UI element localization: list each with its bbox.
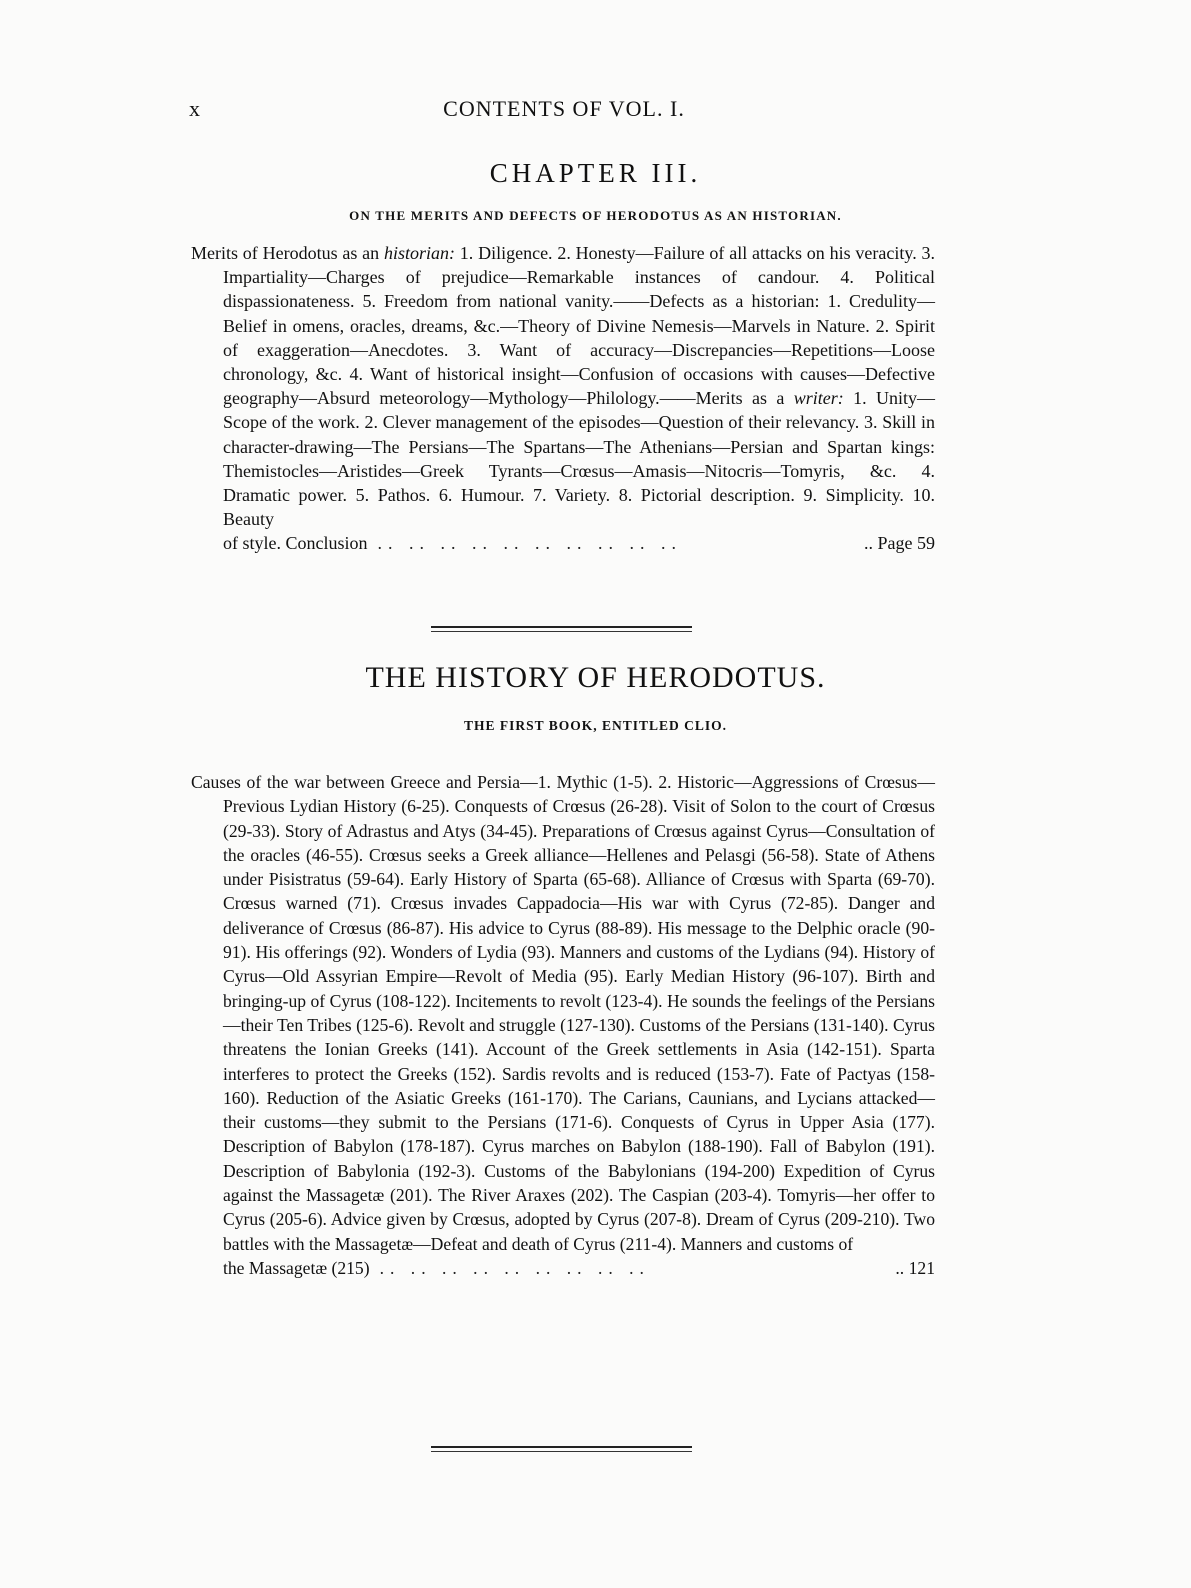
history-title: THE HISTORY OF HERODOTUS. xyxy=(365,661,826,694)
entry-last-line-text: of style. Conclusion xyxy=(223,533,368,554)
entry-text-part: Merits of Herodotus as an xyxy=(191,243,384,263)
section-divider xyxy=(431,1446,692,1452)
entry-last-line xyxy=(223,531,935,555)
running-head-title: CONTENTS OF VOL. I. xyxy=(443,96,685,121)
entry-last-line-text: the Massagetæ (215) xyxy=(223,1257,370,1278)
running-head xyxy=(189,96,939,128)
chapter-subtitle: ON THE MERITS AND DEFECTS OF HERODOTUS AS AN HISTORIAN. xyxy=(349,208,842,223)
chapter-contents-entry xyxy=(191,241,935,556)
leader-dots: .. .. .. .. .. .. .. .. .. xyxy=(379,1257,650,1278)
entry-text-part: 1. Unity—Scope of the work. 2. Clever management of the episodes—Question of their relevancy. 3. Skill in character-drawing—The Persians—The Spartans—The Athenians—Persian and Spartan kings: Themistocles—Aristides—Greek Tyrants—Crœsus—Amasis—Nitocris—Tomyris, &c. 4. Dramatic power. 5. Pathos. 6. Humour. 7. Variety. 8. Pictorial description. 9. Simplicity. 10. Beauty xyxy=(223,388,935,530)
entry-text: Causes of the war between Greece and Persia—1. Mythic (1-5). 2. Historic—Aggressions of Crœsus—Previous Lydian History (6-25). Conquests of Crœsus (26-28). Visit of Solon to the court of Crœsus (29-33). Story of Adrastus and Atys (34-45). Preparations of Crœsus against Cyrus—Consultation of the oracles (46-55). Crœsus seeks a Greek alliance—Hellenes and Pelasgi (56-58). State of Athens under Pisistratus (59-64). Early History of Sparta (65-68). Alliance of Crœsus with Sparta (69-70). Crœsus warned (71). Crœsus invades Cappadocia—His war with Cyrus (72-85). Danger and deliverance of Crœsus (86-87). His advice to Cyrus (88-89). His message to the Delphic oracle (90-91). His offerings (92). Wonders of Lydia (93). Manners and customs of the Lydians (94). History of Cyrus—Old Assyrian Empire—Revolt of Media (95). Early Median History (96-107). Birth and bringing-up of Cyrus (108-122). Incitements to revolt (123-4). He sounds the feelings of the Persians—their Ten Tribes (125-6). Revolt and struggle (127-130). Customs of the Persians (131-140). Cyrus threatens the Ionian Greeks (141). Account of the Greek settlements in Asia (142-151). Sparta interferes to protect the Greeks (152). Sardis revolts and is reduced (153-7). Fate of Pactyas (158-160). Reduction of the Asiatic Greeks (161-170). The Carians, Caunians, and Lycians attacked—their customs—they submit to the Persians (171-6). Conquests of Cyrus in Upper Asia (177). Description of Babylon (178-187). Cyrus marches on Babylon (188-190). Fall of Babylon (191). Description of Babylonia (192-3). Customs of the Babylonians (194-200) Expedition of Cyrus against the Massagetæ (201). The River Araxes (202). The Caspian (203-4). Tomyris—her offer to Cyrus (205-6). Advice given by Crœsus, adopted by Cyrus (207-8). Dream of Cyrus (209-210). Two battles with the Massagetæ—Defeat and death of Cyrus (211-4). Manners and customs of xyxy=(191,772,935,1254)
leader-dots: .. .. .. .. .. .. .. .. .. .. xyxy=(377,533,682,554)
book-title: THE FIRST BOOK, ENTITLED CLIO. xyxy=(463,718,728,733)
section-divider xyxy=(431,626,692,632)
page-reference: .. Page 59 xyxy=(864,533,935,554)
page-folio: x xyxy=(189,96,201,121)
book-contents-entry xyxy=(191,770,935,1280)
page-reference: .. 121 xyxy=(895,1257,935,1278)
entry-italic-term: historian: xyxy=(383,243,455,263)
entry-text-part: 1. Diligence. 2. Honesty—Failure of all attacks on his veracity. 3. Impartiality—Charges of prejudice—Remarkable instances of candour. 4. Political dispassionateness. 5. Freedom from national vanity.——Defects as a historian: 1. Credulity—Belief in omens, oracles, dreams, &c.—Theory of Divine Nemesis—Marvels in Nature. 2. Spirit of exaggeration—Anecdotes. 3. Want of accuracy—Discrepancies—Repetitions—Loose chronology, &c. 4. Want of historical insight—Confusion of occasions with causes—Defective geography—Absurd meteorology—Mythology—Philology.——Merits as a xyxy=(223,243,935,409)
entry-italic-term: writer: xyxy=(793,388,844,409)
entry-last-line xyxy=(223,1256,935,1280)
chapter-title: CHAPTER III. xyxy=(489,158,702,188)
